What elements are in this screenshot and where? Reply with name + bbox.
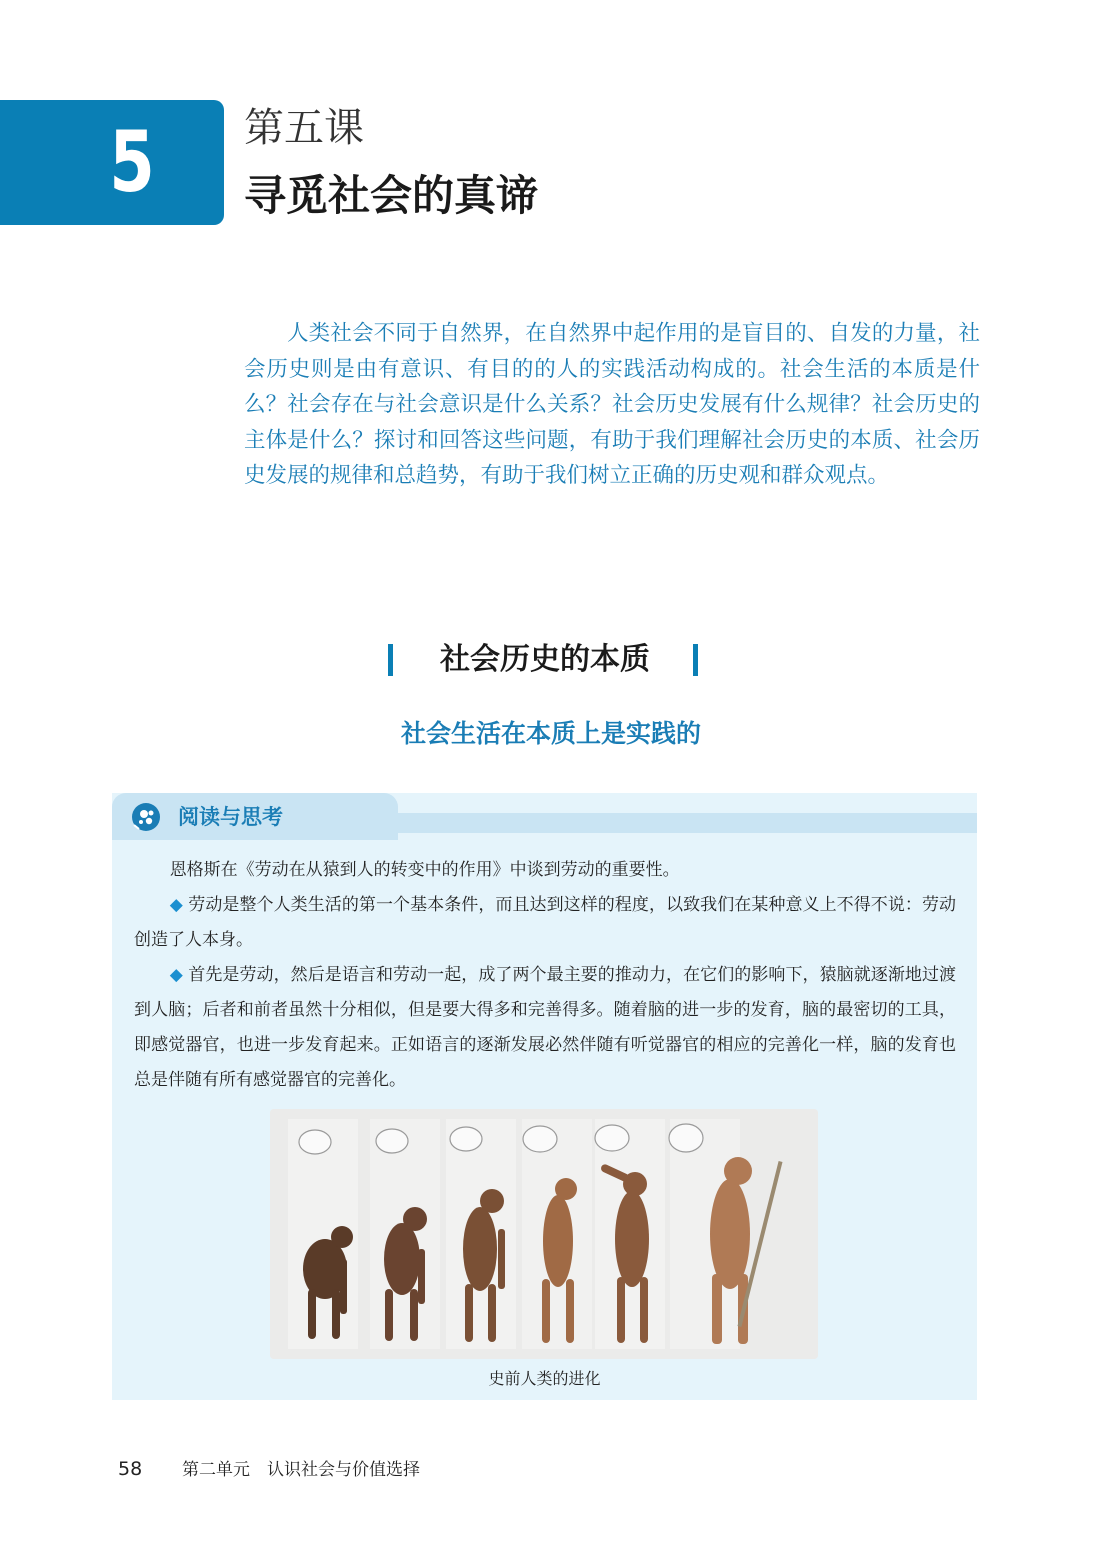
magnifier-icon <box>130 801 164 835</box>
reading-title: 阅读与思考 <box>178 805 283 829</box>
lesson-number: 5 <box>109 113 155 211</box>
page-number: 58 <box>118 1458 143 1480</box>
reading-paragraph: 恩格斯在《劳动在从猿到人的转变中的作用》中谈到劳动的重要性。 <box>169 860 680 880</box>
heading-bar-right <box>693 644 698 676</box>
intro-paragraph: 人类社会不同于自然界，在自然界中起作用的是盲目的、自发的力量，社会历史则是由有意识、有目的的人的实践活动构成的。社会生活的本质是什么？社会存在与社会意识是什么关系？社会历史发展有什么规律？社会历史的主体是什么？探讨和回答这些问题，有助于我们理解社会历史的本质、社会历史发展的规律和总趋势，有助于我们树立正确的历史观和群众观点。 <box>244 321 980 488</box>
reading-tab <box>112 793 398 840</box>
footer-unit-title: 第二单元 认识社会与价值选择 <box>182 1460 420 1480</box>
lesson-title: 寻觅社会的真谛 <box>244 171 539 220</box>
reading-paragraph: ◆ 首先是劳动，然后是语言和劳动一起，成了两个最主要的推动力，在它们的影响下，猿脑就逐渐地过渡到人脑；后者和前者虽然十分相似，但是要大得多和完善得多。随着脑的进一步的发育，脑的最密切的工具，即感觉器官，也进一步发育起来。正如语言的逐渐发展必然伴随有听觉器官的相应的完善化一样，脑的发育也总是伴随有所有感觉器官的完善化。 <box>134 965 956 1090</box>
subsection-title: 社会生活在本质上是实践的 <box>400 719 701 748</box>
section-title: 社会历史的本质 <box>440 642 650 677</box>
diamond-bullet-icon: ◆ <box>169 895 183 915</box>
reading-paragraph: ◆ 劳动是整个人类生活的第一个基本条件，而且达到这样的程度，以致我们在某种意义上不得不说：劳动创造了人本身。 <box>134 895 956 950</box>
lesson-label: 第五课 <box>244 105 364 151</box>
diamond-bullet-icon: ◆ <box>169 965 183 985</box>
reading-box <box>112 793 977 1400</box>
human-evolution-illustration <box>270 1109 818 1359</box>
reading-text <box>134 853 956 1098</box>
section-heading <box>380 636 710 684</box>
figure-caption: 史前人类的进化 <box>488 1369 601 1388</box>
evolution-image <box>270 1109 818 1359</box>
lesson-intro <box>244 316 980 494</box>
